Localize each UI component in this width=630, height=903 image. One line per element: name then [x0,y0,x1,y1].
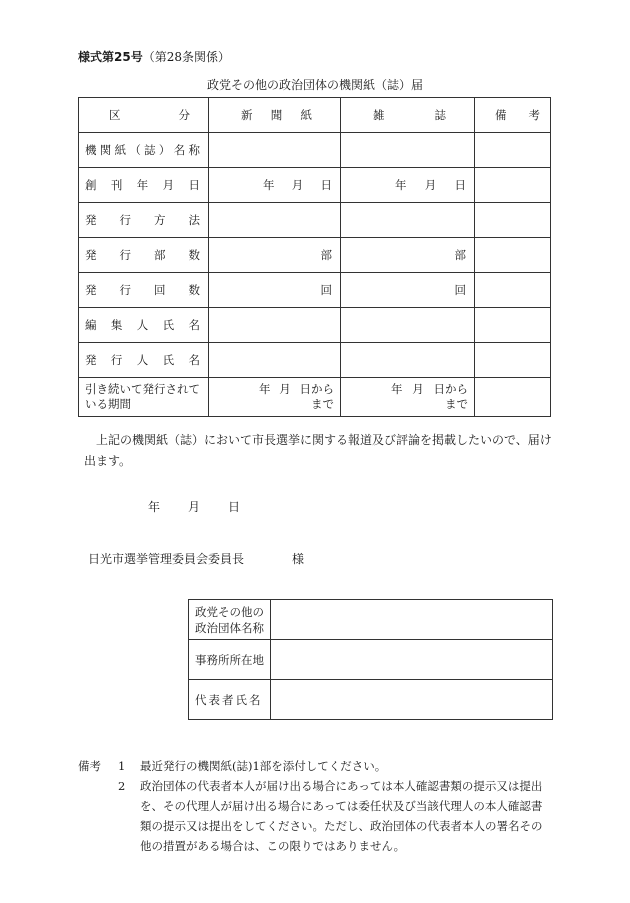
applicant-org-input[interactable] [271,600,553,640]
note-number: 2 [118,779,126,793]
cell-magazine[interactable] [341,343,475,378]
cell-remarks[interactable] [475,238,551,273]
table-row [79,378,551,417]
header-category: 区 分 [79,98,209,133]
applicant-representative-label: 代表者氏名 [189,680,271,720]
table-row [79,203,551,238]
table-row [79,133,551,168]
cell-remarks[interactable] [475,133,551,168]
applicant-office-label: 事務所所在地 [189,640,271,680]
addressee [88,550,304,567]
row-label-first-issue: 創刊年月日 [79,168,209,203]
applicant-org-label: 政党その他の 政治団体名称 [189,600,271,640]
table-row [189,680,553,720]
cell-magazine-period[interactable]: 年 月 日から まで [341,378,475,417]
header-magazine: 雑 誌 [341,98,475,133]
form-number-label: 様式第25号 [78,50,143,64]
document-title: 政党その他の政治団体の機関紙（誌）届 [206,78,423,92]
notes-section [78,756,558,856]
cell-newspaper[interactable] [209,203,341,238]
table-row [79,308,551,343]
table-row [189,640,553,680]
header-newspaper: 新 聞 紙 [209,98,341,133]
row-label-copies: 発行部数 [79,238,209,273]
cell-magazine-date[interactable]: 年 月 日 [341,168,475,203]
cell-magazine[interactable] [341,308,475,343]
table-row [79,343,551,378]
cell-magazine-copies[interactable]: 部 [341,238,475,273]
table-row [79,238,551,273]
cell-remarks[interactable] [475,273,551,308]
declaration-text: 上記の機関紙（誌）において市長選挙に関する報道及び評論を掲載したいので、届け出ます。 [84,433,552,468]
applicant-table [188,599,553,720]
note-text: 最近発行の機関紙(誌)1部を添付してください。 [140,759,387,773]
row-label-editor: 編集人氏名 [79,308,209,343]
table-header-row [79,98,551,133]
table-row [79,168,551,203]
row-label-name: 機関紙（誌）名称 [79,133,209,168]
addressee-name: 日光市選挙管理委員会委員長 [88,552,245,566]
row-label-frequency: 発行回数 [79,273,209,308]
submission-date[interactable]: 年 月 日 [148,500,241,514]
cell-newspaper-period[interactable]: 年 月 日から まで [209,378,341,417]
cell-magazine[interactable] [341,133,475,168]
form-number [78,48,230,65]
cell-newspaper[interactable] [209,133,341,168]
applicant-office-input[interactable] [271,640,553,680]
table-row [189,600,553,640]
row-label-publisher: 発行人氏名 [79,343,209,378]
header-remarks: 備 考 [475,98,551,133]
cell-newspaper[interactable] [209,343,341,378]
applicant-representative-input[interactable] [271,680,553,720]
cell-remarks[interactable] [475,168,551,203]
cell-magazine-frequency[interactable]: 回 [341,273,475,308]
cell-remarks[interactable] [475,203,551,238]
cell-newspaper-copies[interactable]: 部 [209,238,341,273]
row-label-method: 発行方法 [79,203,209,238]
cell-remarks[interactable] [475,343,551,378]
registration-table [78,97,551,417]
cell-newspaper-frequency[interactable]: 回 [209,273,341,308]
cell-newspaper[interactable] [209,308,341,343]
cell-remarks[interactable] [475,308,551,343]
notes-heading: 備考 [78,759,101,773]
row-label-period: 引き続いて発行されて いる期間 [79,378,209,417]
cell-magazine[interactable] [341,203,475,238]
note-number: 1 [118,759,126,773]
form-reference: （第28条関係） [142,50,230,64]
addressee-honorific: 様 [292,552,305,566]
cell-remarks[interactable] [475,378,551,417]
cell-newspaper-date[interactable]: 年 月 日 [209,168,341,203]
note-text: 政治団体の代表者本人が届け出る場合にあっては本人確認書類の提示又は提出を、その代理人が届け出る場合にあっては委任状及び当該代理人の本人確認書類の提示又は提出をしてください。ただし、政治団体の代表者本人の署名その他の措置がある場合は、この限りではありません。 [140,779,543,853]
table-row [79,273,551,308]
